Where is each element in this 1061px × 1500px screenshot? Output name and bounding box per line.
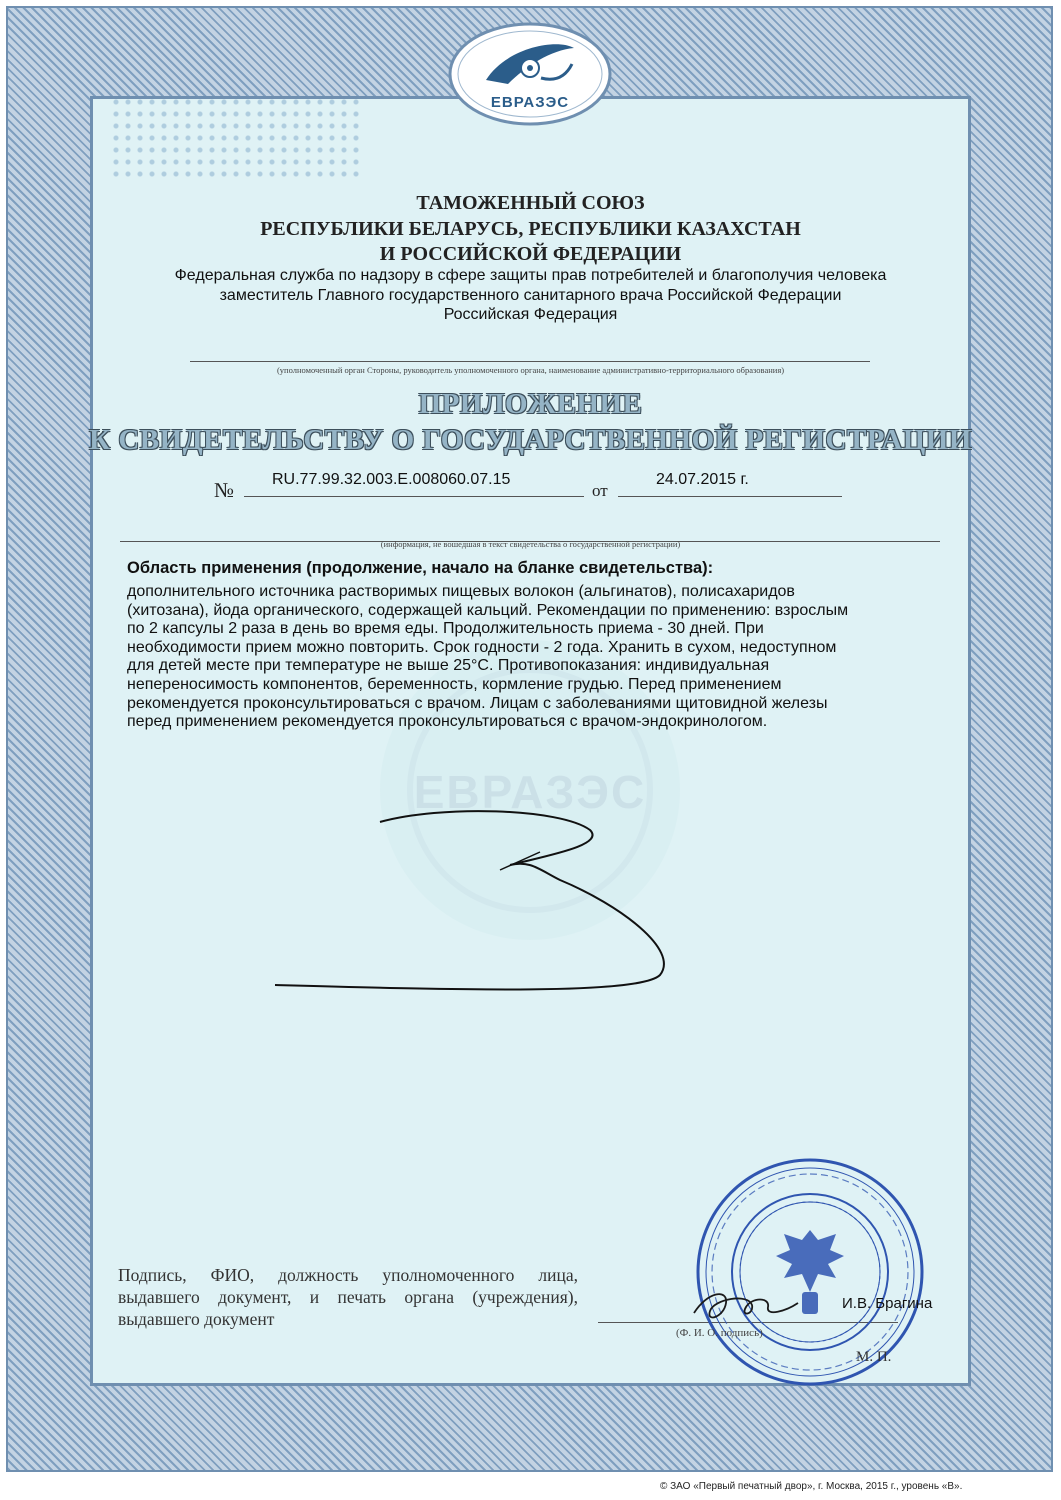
- union-members: РЕСПУБЛИКИ БЕЛАРУСЬ, РЕСПУБЛИКИ КАЗАХСТАН: [260, 218, 801, 240]
- handwritten-signature-icon: [688, 1283, 838, 1333]
- scope-line: необходимости прием можно повторить. Срок годности - 2 года. Хранить в сухом, недоступном: [127, 638, 837, 656]
- date-label: от: [592, 481, 608, 500]
- union-title: ТАМОЖЕННЫЙ СОЮЗ: [416, 192, 645, 214]
- authority-country: Российская Федерация: [443, 306, 618, 323]
- official-seal-icon: [690, 1152, 933, 1392]
- fio-caption: (Ф. И. О. подпись): [676, 1327, 763, 1339]
- authority-rule: [190, 361, 870, 362]
- number-rule: [244, 496, 584, 497]
- watermark-label: ЕВРАЗЭС: [413, 766, 647, 818]
- security-pattern: [110, 96, 360, 178]
- emblem-label: ЕВРАЗЭС: [490, 94, 570, 111]
- scope-line: рекомендуется проконсультироваться с врачом. Лицам с заболеваниями щитовидной железы: [127, 694, 828, 712]
- scope-heading: Область применения (продолжение, начало на бланке свидетельства):: [127, 559, 714, 577]
- authority-position: заместитель Главного государственного санитарного врача Российской Федерации: [219, 287, 842, 304]
- document-title: ПРИЛОЖЕНИЕ: [418, 388, 643, 420]
- scope-text: [127, 583, 947, 732]
- stamp-place-label: М. П.: [856, 1349, 892, 1365]
- printer-note: © ЗАО «Первый печатный двор», г. Москва, 2015 г., уровень «В».: [660, 1481, 963, 1492]
- date-rule: [618, 496, 842, 497]
- eurasec-emblem: [446, 18, 614, 126]
- number-label: №: [214, 478, 235, 502]
- scope-line: для детей месте при температуре не выше 25°С. Противопоказания: индивидуальная: [127, 657, 770, 675]
- signer-name: И.В. Брагина: [842, 1295, 933, 1312]
- authority-caption: (уполномоченный орган Стороны, руководитель уполномоченного органа, наименование административно-территориального образования): [276, 365, 785, 375]
- registration-number: RU.77.99.32.003.E.008060.07.15: [272, 471, 511, 488]
- document-subtitle: К СВИДЕТЕЛЬСТВУ О ГОСУДАРСТВЕННОЙ РЕГИСТРАЦИИ: [89, 424, 972, 456]
- scope-line: непереносимость компонентов, беременность, кормление грудью. Перед применением: [127, 675, 782, 693]
- registration-caption: (информация, не вошедшая в текст свидетельства о государственной регистрации): [380, 539, 681, 549]
- blank-space-strike-mark: [260, 800, 720, 1000]
- scope-line: дополнительного источника растворимых пищевых волокон (альгинатов), полисахаридов: [127, 583, 795, 600]
- scope-line: (хитозана), йода органического, содержащей кальций. Рекомендации по применению: взрослым: [127, 601, 849, 619]
- scope-line: перед применением рекомендуется проконсультироваться с врачом-эндокринологом.: [127, 713, 768, 731]
- signature-caption: Подпись, ФИО, должность уполномоченного лица, выдавшего документ, и печать органа (учреждения), выдавшего документ: [118, 1265, 578, 1329]
- registration-date: 24.07.2015 г.: [656, 471, 749, 488]
- authority-name: Федеральная служба по надзору в сфере защиты прав потребителей и благополучия человека: [174, 267, 887, 284]
- union-members-cont: И РОССИЙСКОЙ ФЕДЕРАЦИИ: [379, 243, 682, 265]
- scope-line: по 2 капсулы 2 раза в день во время еды. Продолжительность приема - 30 дней. При: [127, 620, 764, 638]
